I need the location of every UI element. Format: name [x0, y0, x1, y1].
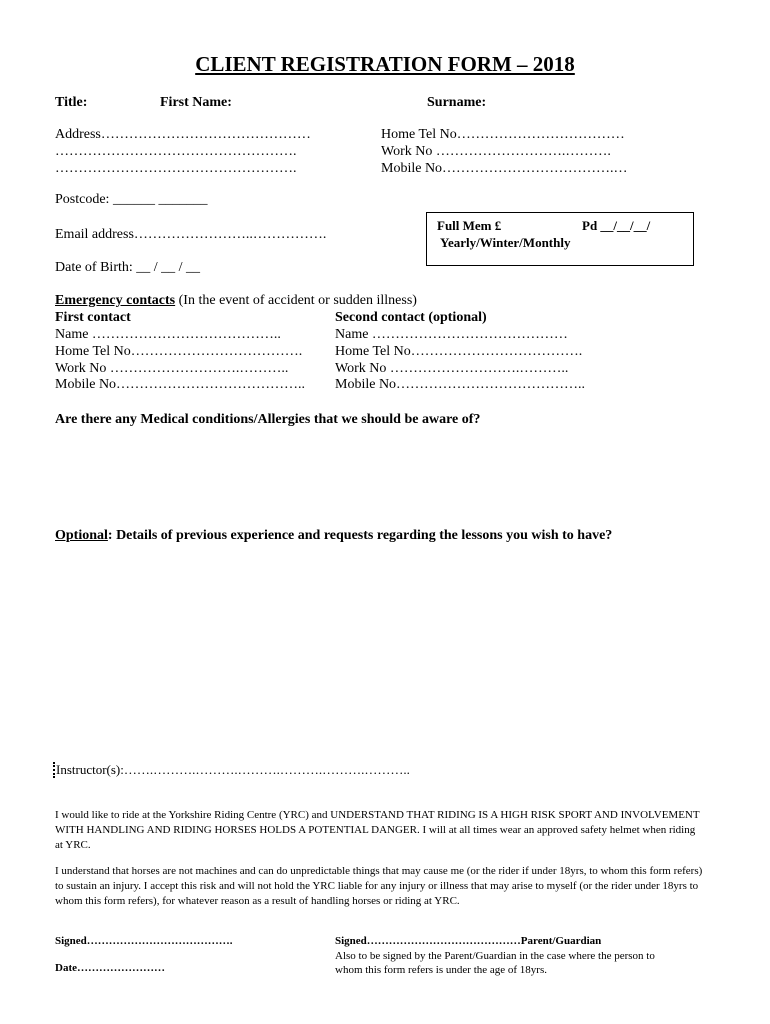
second-contact-work-no-field[interactable]: Work No ……………………….……….. [335, 361, 569, 376]
first-contact-name-field[interactable]: Name ………………………………….. [55, 327, 281, 342]
postcode-field[interactable]: Postcode: ______ _______ [55, 192, 208, 207]
paid-date-field[interactable]: Pd __/__/__/ [582, 218, 651, 233]
first-contact-work-no-field[interactable]: Work No ……………………….……….. [55, 361, 289, 376]
optional-experience-question [55, 528, 612, 544]
first-name-label: First Name: [160, 95, 232, 110]
surname-label: Surname: [427, 95, 487, 110]
emergency-heading-note: (In the event of accident or sudden illness) [175, 293, 417, 308]
second-contact-mobile-field[interactable]: Mobile No………………………………….. [335, 377, 586, 392]
experience-answer-area[interactable] [55, 548, 715, 753]
second-contact-heading: Second contact (optional) [335, 310, 487, 325]
date-of-birth-field[interactable]: Date of Birth: __ / __ / __ [55, 260, 201, 275]
title-label: Title: [55, 95, 88, 110]
mobile-no-field[interactable]: Mobile No……………………………….… [381, 161, 628, 176]
parent-guardian-signature-field[interactable]: Signed……………………………………Parent/Guardian [335, 935, 602, 947]
medical-conditions-answer-area[interactable] [55, 432, 715, 522]
optional-question-text: : Details of previous experience and requests regarding the lessons you wish to have? [107, 528, 613, 543]
page-title: CLIENT REGISTRATION FORM – 2018 [195, 52, 575, 76]
emergency-heading-label: Emergency contacts [55, 293, 176, 308]
address-field-line-1[interactable]: Address……………………………………… [55, 127, 311, 142]
address-field-line-3[interactable]: ……………………………………………. [55, 161, 297, 176]
second-contact-name-field[interactable]: Name …………………………………… [335, 327, 568, 342]
membership-period: Yearly/Winter/Monthly [440, 235, 571, 250]
guardian-note: Also to be signed by the Parent/Guardian in the case where the person to whom this form refers is under the age of 18yrs. [335, 950, 655, 976]
first-contact-home-tel-field[interactable]: Home Tel No………………………………. [55, 344, 303, 359]
date-field[interactable]: Date…………………… [55, 962, 165, 974]
full-membership-field[interactable]: Full Mem £ [437, 218, 502, 233]
optional-label: Optional [55, 528, 108, 543]
second-contact-home-tel-field[interactable]: Home Tel No………………………………. [335, 344, 583, 359]
address-field-line-2[interactable]: ……………………………………………. [55, 144, 297, 159]
signature-field[interactable]: Signed…………………………………. [55, 935, 233, 947]
home-tel-field[interactable]: Home Tel No……………………………… [381, 127, 625, 142]
declaration-paragraph-1: I would like to ride at the Yorkshire Riding Centre (YRC) and UNDERSTAND THAT RIDING IS A HIGH RISK SPORT AND INVOLVEMENT WITH HANDLING AND RIDING HORSES HOLDS A POTENTIAL DANGER. I will at all times wear an approved safety helmet when riding at YRC. [55, 809, 700, 851]
declaration-paragraph-2: I understand that horses are not machines and can do unpredictable things that may cause me (or the rider if under 18yrs, to whom this form refers) to sustain an injury. I accept this risk and will not hold the YRC liable for any injury or illness that may arise to myself (or the rider under 18yrs to whom this form refers), for whatever reason as a result of handling horses or riding at YRC. [55, 865, 703, 907]
work-no-field[interactable]: Work No ……………………….………. [381, 144, 611, 159]
medical-conditions-question: Are there any Medical conditions/Allergies that we should be aware of? [55, 412, 481, 427]
email-field[interactable]: Email address……………………..……………. [55, 227, 327, 242]
emergency-contacts-heading [55, 293, 417, 309]
first-contact-heading: First contact [55, 310, 131, 325]
first-contact-mobile-field[interactable]: Mobile No………………………………….. [55, 377, 306, 392]
instructor-field[interactable]: Instructor(s):…….……….……….……….……….……….……….. [56, 762, 410, 777]
